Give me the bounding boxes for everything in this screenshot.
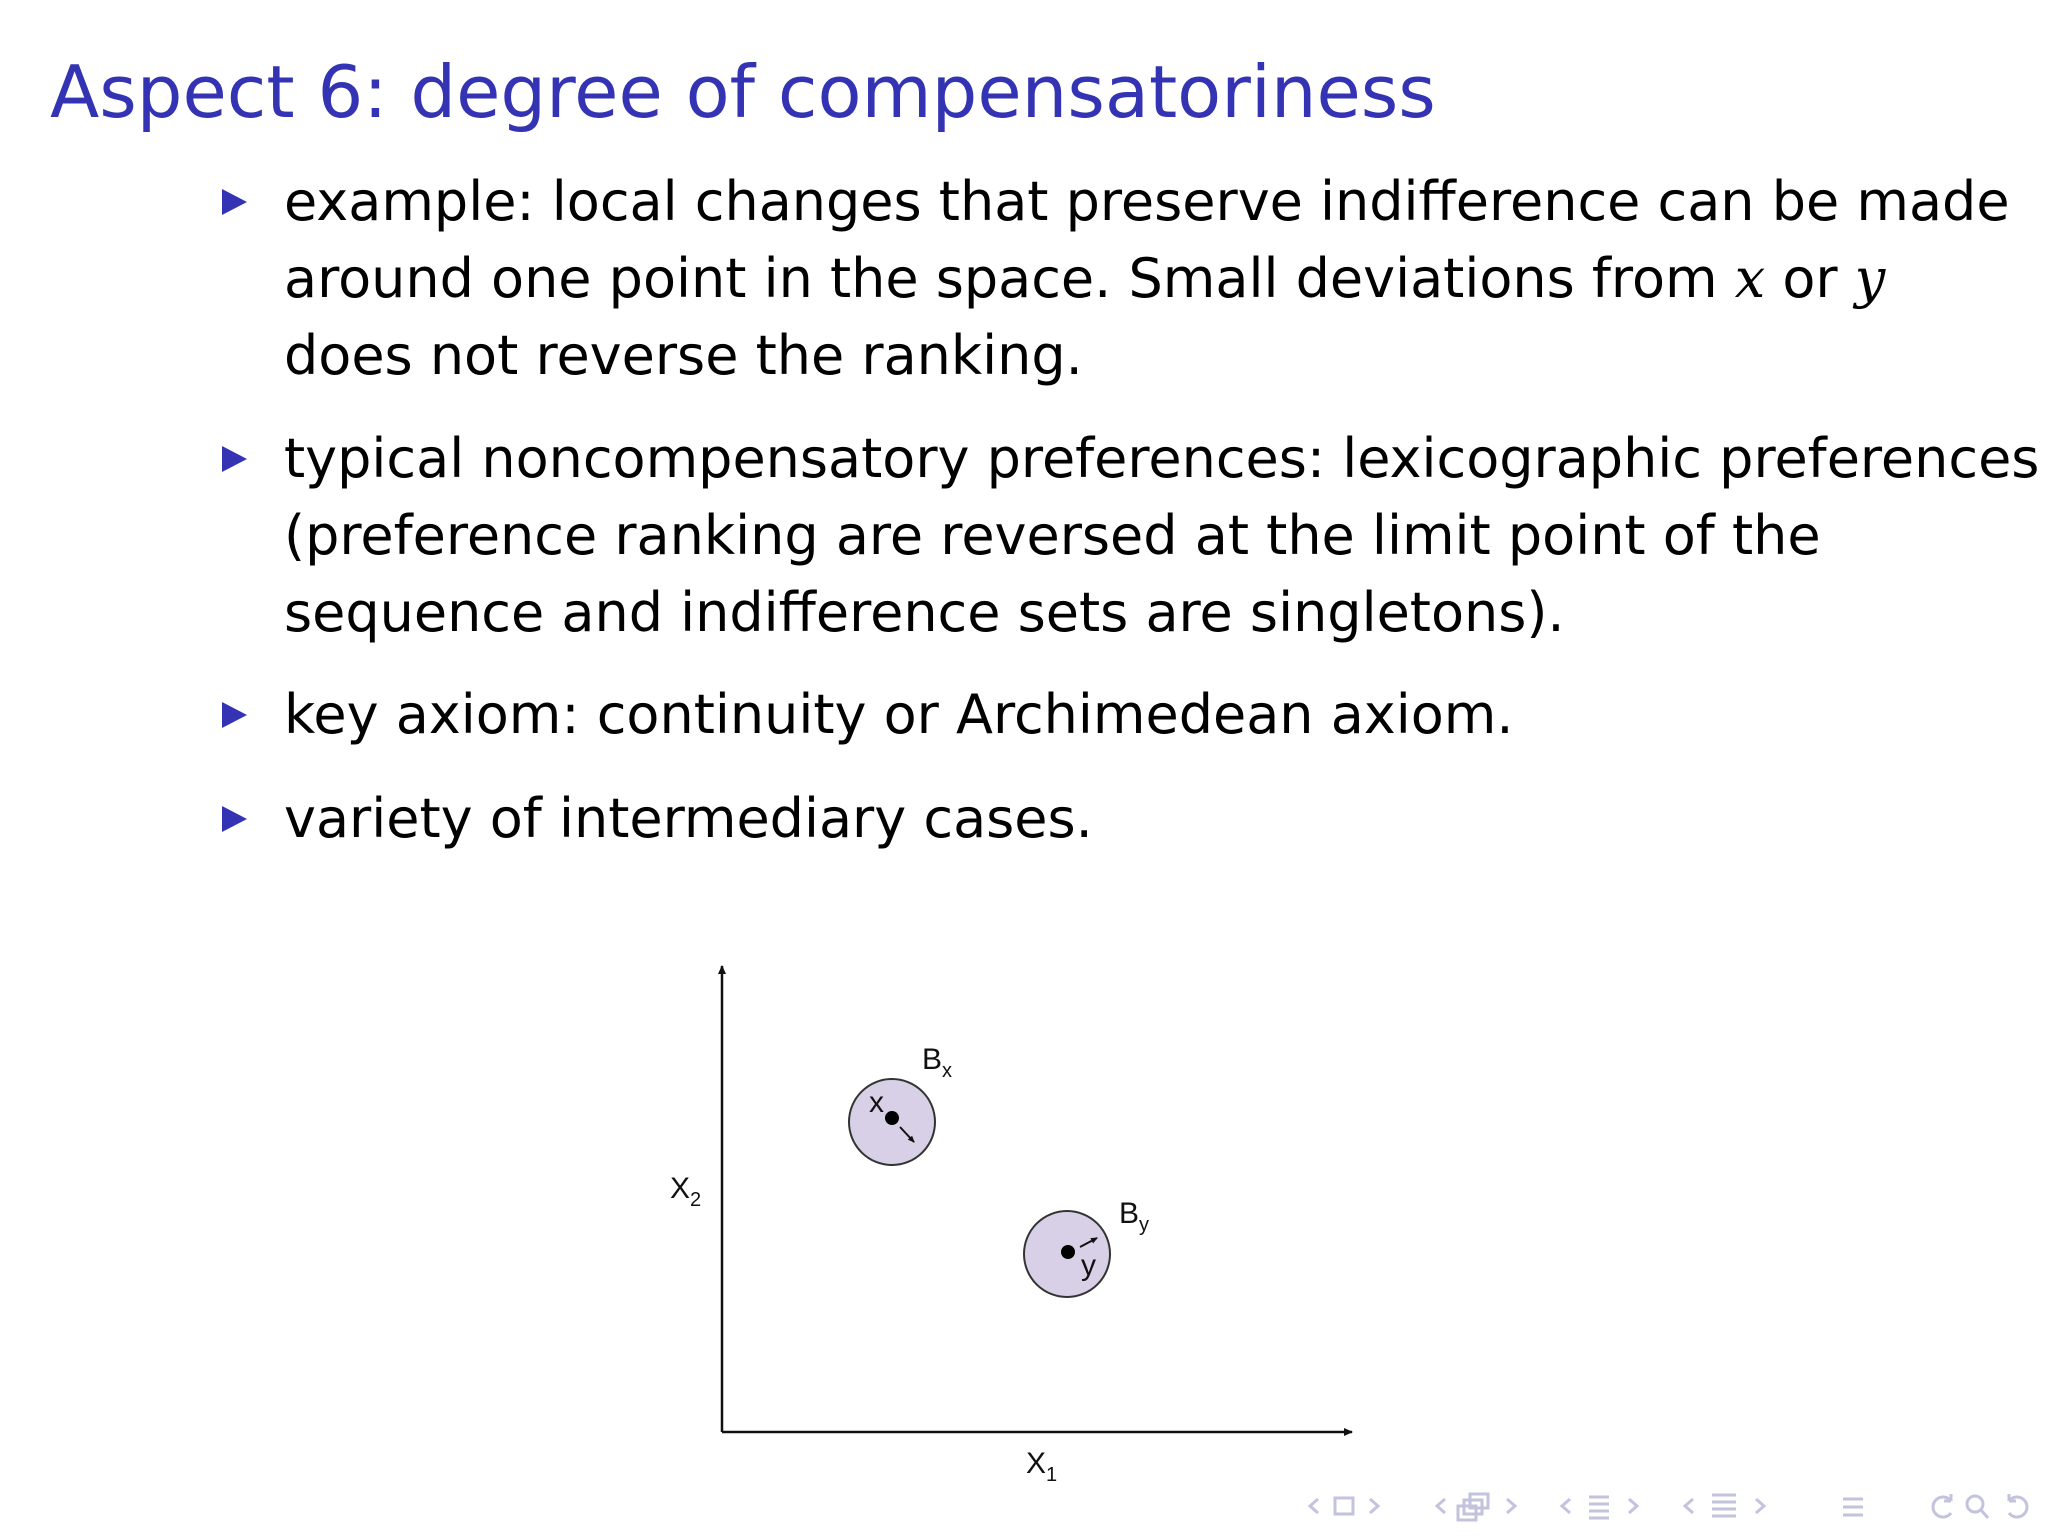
next-slide-icon[interactable] — [1756, 1499, 1764, 1513]
beamer-navigation-bar — [1305, 1488, 2035, 1524]
math-variable: y — [1854, 247, 1886, 310]
point-x-label: x — [869, 1086, 884, 1119]
text-segment: around one point in the space. Small deviations from — [284, 247, 1735, 310]
text-segment: example: local changes that preserve indifference can be made — [284, 170, 2010, 233]
prev-subsection-icon[interactable] — [1437, 1499, 1445, 1513]
next-subsection-icon[interactable] — [1507, 1499, 1515, 1513]
y-axis-label: $X_2$ — [670, 1172, 702, 1211]
point-x — [885, 1111, 899, 1125]
text-segment: variety of intermediary cases. — [284, 787, 1093, 850]
section-navigation[interactable] — [1557, 1488, 1657, 1524]
point-y-label: y — [1081, 1249, 1096, 1282]
prev-frame-icon[interactable] — [1310, 1499, 1318, 1513]
prev-section-icon[interactable] — [1562, 1499, 1570, 1513]
ball-by-label: $B_y$ — [1119, 1197, 1150, 1236]
neighborhood-y — [1024, 1197, 1149, 1297]
back-icon[interactable] — [1933, 1494, 1951, 1517]
history-search-controls[interactable] — [1925, 1488, 2035, 1524]
subsection-navigation[interactable] — [1432, 1488, 1532, 1524]
search-icon[interactable] — [1967, 1496, 1988, 1518]
section-icon[interactable] — [1589, 1497, 1609, 1518]
point-y — [1061, 1245, 1075, 1259]
x-axis-label: $X_1$ — [1026, 1447, 1058, 1486]
text-segment: does not reverse the ranking. — [284, 324, 1083, 387]
ball-bx-label: $B_x$ — [922, 1043, 953, 1082]
math-variable: x — [1734, 247, 1766, 310]
toc-icon[interactable] — [1843, 1499, 1863, 1515]
neighborhood-x — [849, 1043, 952, 1165]
text-segment: or — [1765, 247, 1855, 310]
forward-icon[interactable] — [2009, 1494, 2027, 1517]
subsection-icon[interactable] — [1458, 1494, 1488, 1520]
next-frame-icon[interactable] — [1370, 1499, 1378, 1513]
text-segment: sequence and indifference sets are singletons). — [284, 581, 1565, 644]
text-segment: typical noncompensatory preferences: lexicographic preferences — [284, 427, 2040, 490]
toc-button[interactable] — [1835, 1488, 1875, 1524]
slide-navigation[interactable] — [1680, 1488, 1790, 1524]
text-segment: (preference ranking are reversed at the limit point of the — [284, 504, 1821, 567]
prev-slide-icon[interactable] — [1685, 1499, 1693, 1513]
frame-icon[interactable] — [1335, 1498, 1353, 1514]
slide-icon[interactable] — [1712, 1495, 1736, 1516]
slide-title: Aspect 6: degree of compensatoriness — [50, 50, 1436, 134]
next-section-icon[interactable] — [1629, 1499, 1637, 1513]
text-segment: key axiom: continuity or Archimedean axiom. — [284, 683, 1514, 746]
frame-navigation[interactable] — [1305, 1488, 1397, 1524]
